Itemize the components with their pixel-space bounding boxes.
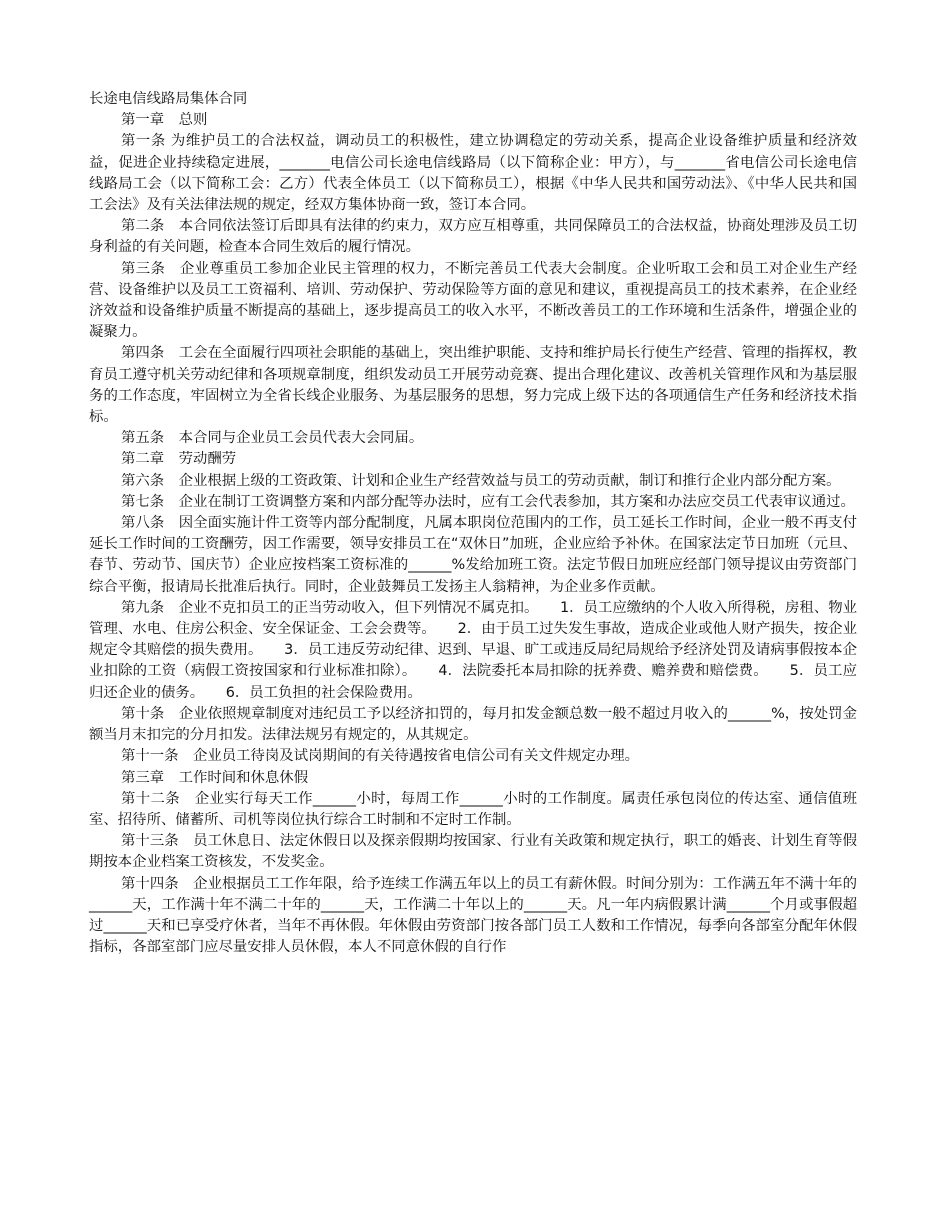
- article-paragraph: 第五条 本合同与企业员工会员代表大会同届。: [121, 430, 424, 447]
- article-paragraph: 第十条 企业依照规章制度对违纪员工予以经济扣罚的，每月扣发金额总数一般不超过月收入的______%，按处罚金额当月末扣完的分月扣发。法律法规另有规定的，从其规定。: [89, 705, 857, 744]
- document-title: 长途电信线路局集体合同: [89, 91, 248, 107]
- article-paragraph: 第二条 本合同依法签订后即具有法律的约束力，双方应互相尊重，共同保障员工的合法权益，协商处理涉及员工切身利益的有关问题，检查本合同生效后的履行情况。: [89, 218, 857, 256]
- article-paragraph: 第一条 为维护员工的合法权益，调动员工的积极性，建立协调稳定的劳动关系，提高企业设备维护质量和经济效益，促进企业持续稳定进展，_______电信公司长途电信线路局（以下简称企业：甲方），与_______省电信公司长途电信线路局工会（以下简称工会：乙方）代表全体员工（以下简称员工），根据《中华人民共和国劳动法》、《中华人民共和国工会法》及有关法律法规的规定，经双方集体协商一致，签订本合同。: [89, 133, 857, 214]
- article-paragraph: 第七条 企业在制订工资调整方案和内部分配等办法时，应有工会代表参加，其方案和办法应交员工代表审议通过。: [121, 493, 855, 510]
- article-paragraph: 第六条 企业根据上级的工资政策、计划和企业生产经营效益与员工的劳动贡献，制订和推行企业内部分配方案。: [121, 472, 841, 489]
- document-body: [89, 110, 857, 958]
- article-paragraph: 第四条 工会在全面履行四项社会职能的基础上，突出维护职能、支持和维护局长行使生产经营、管理的指挥权，教育员工遵守机关劳动纪律和各项规章制度，组织发动员工开展劳动竞赛、提出合理化建议、改善机关管理作风和为基层服务的工作态度，牢固树立为全省长线企业服务、为基层服务的思想，努力完成上级下达的各项通信生产任务和经济技术指标。: [89, 345, 857, 426]
- chapter-heading: 第二章 劳动酬劳: [121, 451, 237, 468]
- article-paragraph: 第三条 企业尊重员工参加企业民主管理的权力，不断完善员工代表大会制度。企业听取工会和员工对企业生产经营、设备维护以及员工工资福利、培训、劳动保护、劳动保险等方面的意见和建议，重视提高员工的技术素养，在企业经济效益和设备维护质量不断提高的基础上，逐步提高员工的收入水平，不断改善员工的工作环境和生活条件，增强企业的凝聚力。: [89, 260, 857, 341]
- article-paragraph: 第十四条 企业根据员工工作年限，给予连续工作满五年以上的员工有薪休假。时间分别为：工作满五年不满十年的______天，工作满十年不满二十年的______天，工作满二十年以上的______天。凡一年内病假累计满______个月或事假超过______天和已享受疗休者，当年不再休假。年休假由劳资部门按各部门员工人数和工作情况，每季向各部室分配年休假指标，各部室部门应尽量安排人员休假，本人不同意休假的自行作: [89, 875, 857, 956]
- article-paragraph: 第十二条 企业实行每天工作______小时，每周工作______小时的工作制度。属责任承包岗位的传达室、通信值班室、招待所、储蓄所、司机等岗位执行综合工时制和不定时工作制。: [89, 790, 857, 828]
- chapter-heading: 第一章 总则: [121, 112, 208, 129]
- article-paragraph: 第八条 因全面实施计件工资等内部分配制度，凡属本职岗位范围内的工作，员工延长工作时间，企业一般不再支付延长工作时间的工资酬劳，因工作需要，领导安排员工在“双休日”加班，企业应给予补休。在国家法定节日加班（元旦、春节、劳动节、国庆节）企业应按档案工资标准的______%发给加班工资。法定节假日加班应经部门领导提议由劳资部门综合平衡，报请局长批准后执行。同时，企业鼓舞员工发扬主人翁精神，为企业多作贡献。: [89, 515, 857, 595]
- chapter-heading: 第三章 工作时间和休息休假: [121, 769, 309, 786]
- article-paragraph: 第十一条 企业员工待岗及试岗期间的有关待遇按省电信公司有关文件规定办理。: [121, 748, 640, 765]
- article-paragraph: 第十三条 员工休息日、法定休假日以及探亲假期均按国家、行业有关政策和规定执行，职工的婚丧、计划生育等假期按本企业档案工资核发，不发奖金。: [89, 833, 857, 871]
- article-paragraph: 第九条 企业不克扣员工的正当劳动收入，但下列情况不属克扣。 1．员工应缴纳的个人收入所得税，房租、物业管理、水电、住房公积金、安全保证金、工会会费等。 2．由于员工过失发生事故，造成企业或他人财产损失，按企业规定令其赔偿的损失费用。 3．员工违反劳动纪律、迟到、早退、旷工或违反局纪局规给予经济处罚及请病事假按本企业扣除的工资（病假工资按国家和行业标准扣除）。 4．法院委托本局扣除的抚养费、赡养费和赔偿费。 5．员工应归还企业的债务。 6．员工负担的社会保险费用。: [89, 599, 857, 701]
- document-page: [89, 89, 857, 958]
